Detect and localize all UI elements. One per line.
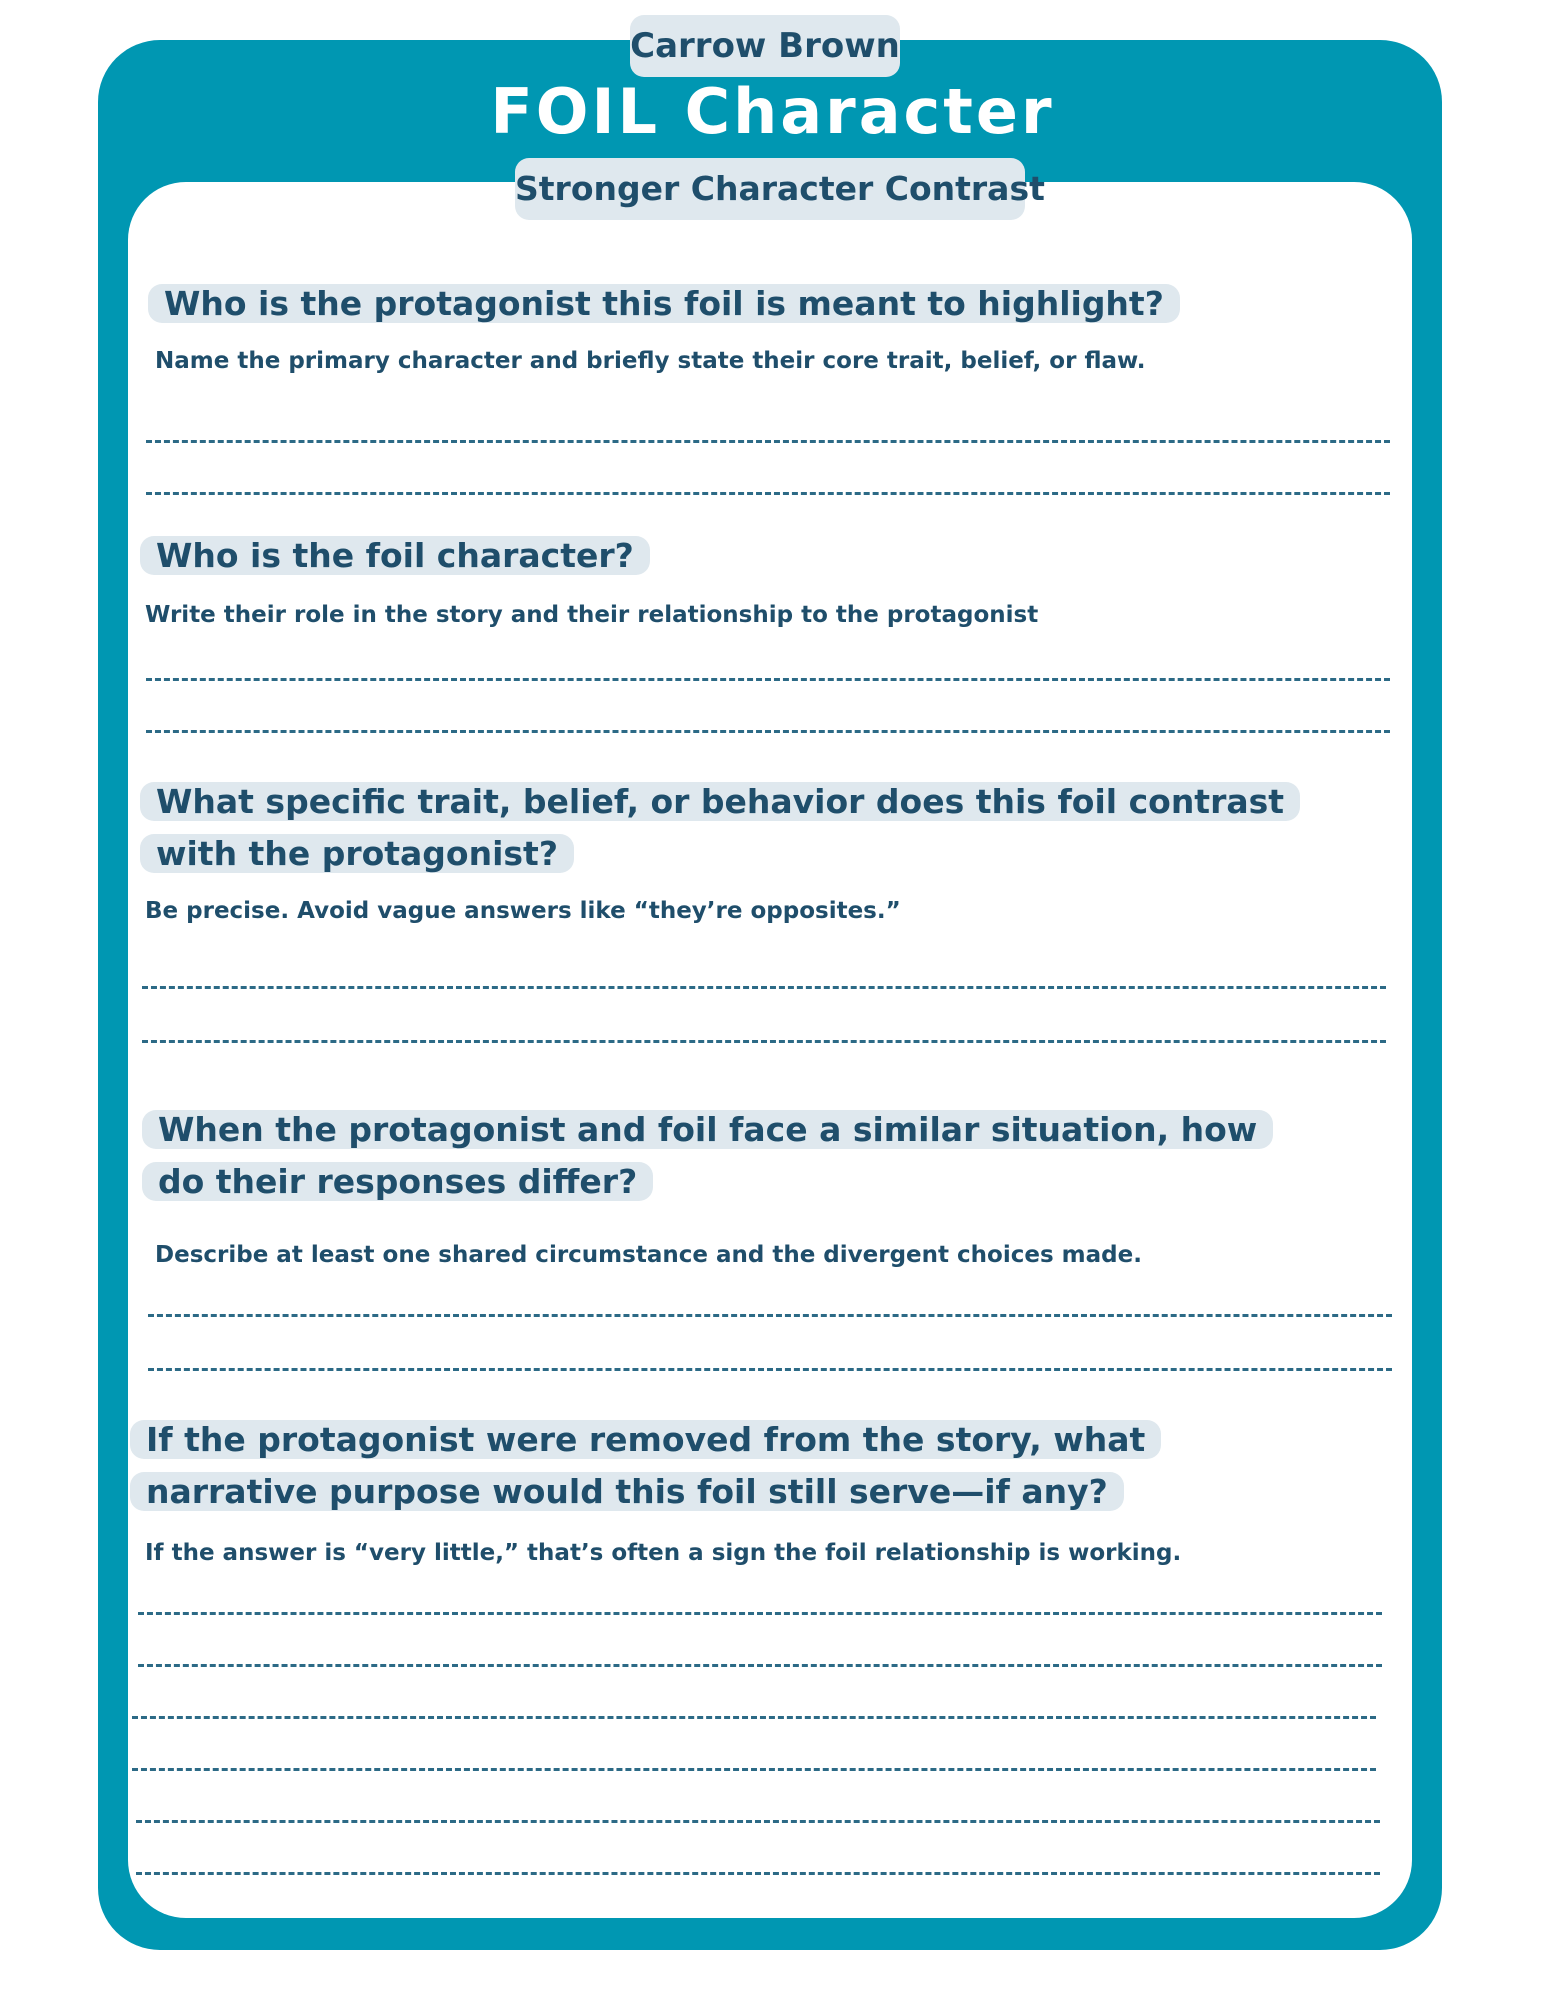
answer-line[interactable] (136, 1820, 1380, 1823)
question-2-prompt: Who is the foil character? (140, 530, 1340, 582)
answer-line[interactable] (146, 440, 1390, 443)
answer-line[interactable] (146, 492, 1390, 495)
question-1-hint: Name the primary character and briefly state their core trait, belief, or flaw. (155, 348, 1146, 374)
question-5-prompt: If the protagonist were removed from the story, what narrative purpose would this foil still serve—if any? (130, 1414, 1280, 1518)
worksheet-subtitle: Stronger Character Contrast (515, 158, 1025, 220)
answer-line[interactable] (138, 1612, 1382, 1615)
question-2-hint: Write their role in the story and their relationship to the protagonist (145, 602, 1039, 628)
question-3-prompt: What specific trait, belief, or behavior does this foil contrast with the protagonist? (140, 776, 1340, 880)
question-3-hint: Be precise. Avoid vague answers like “they’re opposites.” (145, 898, 901, 924)
answer-line[interactable] (132, 1716, 1376, 1719)
answer-line[interactable] (142, 986, 1386, 989)
answer-line[interactable] (148, 1368, 1392, 1371)
author-badge: Carrow Brown (630, 15, 900, 77)
question-1-prompt: Who is the protagonist this foil is meant to highlight? (148, 278, 1348, 330)
answer-line[interactable] (148, 1314, 1392, 1317)
answer-line[interactable] (146, 678, 1390, 681)
answer-line[interactable] (136, 1872, 1380, 1875)
answer-line[interactable] (142, 1040, 1386, 1043)
answer-line[interactable] (132, 1768, 1376, 1771)
question-4-hint: Describe at least one shared circumstance and the divergent choices made. (155, 1242, 1142, 1268)
worksheet-title: FOIL Character (490, 75, 1055, 148)
question-5-hint: If the answer is “very little,” that’s often a sign the foil relationship is working. (145, 1540, 1182, 1566)
question-4-prompt: When the protagonist and foil face a similar situation, how do their responses differ? (142, 1104, 1292, 1208)
answer-line[interactable] (138, 1664, 1382, 1667)
answer-line[interactable] (146, 730, 1390, 733)
